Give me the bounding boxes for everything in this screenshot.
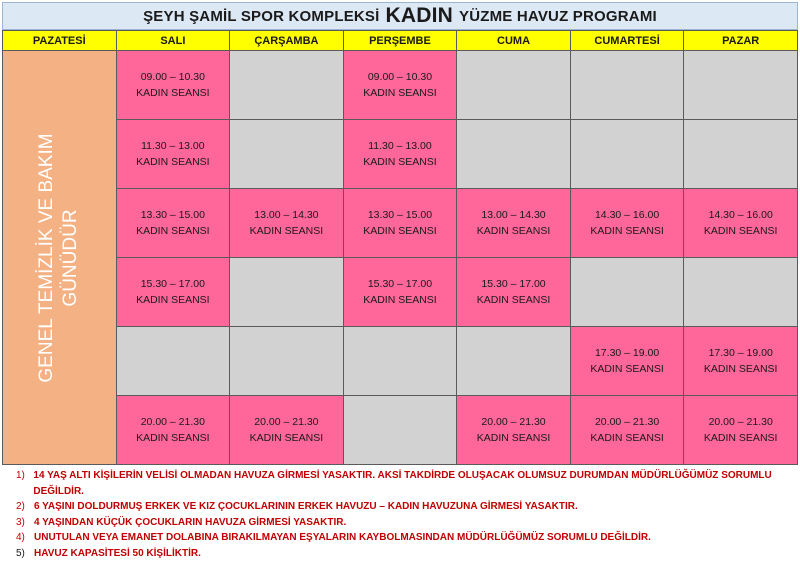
- session-label: KADIN SEANSI: [117, 223, 230, 239]
- session-cell: [116, 120, 230, 189]
- session-time: 13.00 – 14.30: [230, 207, 343, 223]
- session-label: KADIN SEANSI: [117, 154, 230, 170]
- table-row: [3, 189, 798, 258]
- rule-number: 5): [4, 546, 34, 561]
- table-row: [3, 396, 798, 465]
- session-label: KADIN SEANSI: [571, 361, 684, 377]
- session-cell: [570, 327, 684, 396]
- session-time: 13.00 – 14.30: [457, 207, 570, 223]
- rule-text: UNUTULAN VEYA EMANET DOLABINA BIRAKILMAYAN EŞYALARIN KAYBOLMASINDAN MÜDÜRLÜĞÜMÜZ SORUMLU DEĞİLDİR.: [34, 530, 651, 546]
- session-time: 17.30 – 19.00: [684, 345, 797, 361]
- session-label: KADIN SEANSI: [684, 223, 797, 239]
- session-time: 17.30 – 19.00: [571, 345, 684, 361]
- title-part1: ŞEYH ŞAMİL SPOR KOMPLEKSİ: [143, 8, 379, 25]
- empty-cell: [684, 120, 798, 189]
- session-label: KADIN SEANSI: [117, 292, 230, 308]
- session-time: 11.30 – 13.00: [344, 138, 457, 154]
- session-cell: [457, 258, 571, 327]
- session-label: KADIN SEANSI: [684, 361, 797, 377]
- session-cell: [343, 51, 457, 120]
- rule-item: [4, 546, 798, 561]
- session-cell: [343, 258, 457, 327]
- session-label: KADIN SEANSI: [344, 292, 457, 308]
- day-header-thursday: PERŞEMBE: [343, 31, 457, 51]
- rule-text: 6 YAŞINI DOLDURMUŞ ERKEK VE KIZ ÇOCUKLARININ ERKEK HAVUZU – KADIN HAVUZUNA GİRMESİ YASAKTIR.: [34, 499, 578, 515]
- maintenance-text: [35, 133, 83, 382]
- rule-text: HAVUZ KAPASİTESİ 50 KİŞİLİKTİR.: [34, 546, 201, 561]
- session-cell: [570, 189, 684, 258]
- session-cell: [116, 258, 230, 327]
- rule-text: 14 YAŞ ALTI KİŞİLERİN VELİSİ OLMADAN HAVUZA GİRMESİ YASAKTIR. AKSİ TAKDİRDE OLUŞACAK OLUMSUZ DURUMDAN MÜDÜRLÜĞÜMÜZ SORUMLU DEĞİLDİR.: [33, 468, 798, 499]
- session-cell: [343, 189, 457, 258]
- session-time: 15.30 – 17.00: [457, 276, 570, 292]
- session-cell: [684, 327, 798, 396]
- session-label: KADIN SEANSI: [457, 292, 570, 308]
- session-label: KADIN SEANSI: [230, 223, 343, 239]
- empty-cell: [457, 51, 571, 120]
- table-row: [3, 51, 798, 120]
- session-cell: [684, 396, 798, 465]
- empty-cell: [570, 258, 684, 327]
- session-label: KADIN SEANSI: [457, 430, 570, 446]
- session-time: 13.30 – 15.00: [117, 207, 230, 223]
- day-header-saturday: CUMARTESİ: [570, 31, 684, 51]
- session-cell: [343, 120, 457, 189]
- page-title: [2, 2, 798, 30]
- session-time: 13.30 – 15.00: [344, 207, 457, 223]
- empty-cell: [457, 327, 571, 396]
- day-header-row: [3, 31, 798, 51]
- empty-cell: [457, 120, 571, 189]
- rule-item: [4, 515, 798, 531]
- session-label: KADIN SEANSI: [344, 85, 457, 101]
- empty-cell: [230, 258, 344, 327]
- rule-number: 3): [4, 515, 34, 531]
- schedule-table: [2, 30, 798, 465]
- session-cell: [116, 396, 230, 465]
- session-time: 09.00 – 10.30: [344, 69, 457, 85]
- empty-cell: [230, 327, 344, 396]
- session-label: KADIN SEANSI: [684, 430, 797, 446]
- rules-list: [4, 468, 798, 561]
- session-time: 09.00 – 10.30: [117, 69, 230, 85]
- day-header-friday: CUMA: [457, 31, 571, 51]
- session-label: KADIN SEANSI: [344, 223, 457, 239]
- rule-item: [4, 468, 798, 499]
- day-header-wednesday: ÇARŞAMBA: [230, 31, 344, 51]
- session-cell: [116, 189, 230, 258]
- session-label: KADIN SEANSI: [117, 430, 230, 446]
- table-row: [3, 120, 798, 189]
- session-time: 20.00 – 21.30: [230, 414, 343, 430]
- session-label: KADIN SEANSI: [457, 223, 570, 239]
- session-label: KADIN SEANSI: [344, 154, 457, 170]
- empty-cell: [684, 51, 798, 120]
- session-time: 20.00 – 21.30: [457, 414, 570, 430]
- title-part2: YÜZME HAVUZ PROGRAMI: [459, 8, 657, 25]
- rule-text: 4 YAŞINDAN KÜÇÜK ÇOCUKLARIN HAVUZA GİRMESİ YASAKTIR.: [34, 515, 346, 531]
- empty-cell: [570, 120, 684, 189]
- session-time: 14.30 – 16.00: [571, 207, 684, 223]
- session-cell: [230, 396, 344, 465]
- day-header-monday: PAZATESİ: [3, 31, 117, 51]
- maintenance-cell: [3, 51, 117, 465]
- session-cell: [230, 189, 344, 258]
- session-label: KADIN SEANSI: [571, 430, 684, 446]
- rule-number: 2): [4, 499, 34, 515]
- day-header-tuesday: SALI: [116, 31, 230, 51]
- table-row: [3, 258, 798, 327]
- session-label: KADIN SEANSI: [117, 85, 230, 101]
- session-time: 20.00 – 21.30: [684, 414, 797, 430]
- title-emphasis: KADIN: [386, 4, 454, 28]
- empty-cell: [230, 51, 344, 120]
- session-time: 20.00 – 21.30: [571, 414, 684, 430]
- session-cell: [684, 189, 798, 258]
- rule-number: 4): [4, 530, 34, 546]
- rule-item: [4, 530, 798, 546]
- session-time: 15.30 – 17.00: [117, 276, 230, 292]
- empty-cell: [684, 258, 798, 327]
- table-row: [3, 327, 798, 396]
- rule-number: 1): [4, 468, 33, 499]
- session-time: 20.00 – 21.30: [117, 414, 230, 430]
- session-label: KADIN SEANSI: [230, 430, 343, 446]
- session-time: 11.30 – 13.00: [117, 138, 230, 154]
- empty-cell: [570, 51, 684, 120]
- empty-cell: [230, 120, 344, 189]
- empty-cell: [116, 327, 230, 396]
- empty-cell: [343, 396, 457, 465]
- session-time: 15.30 – 17.00: [344, 276, 457, 292]
- session-label: KADIN SEANSI: [571, 223, 684, 239]
- session-time: 14.30 – 16.00: [684, 207, 797, 223]
- session-cell: [116, 51, 230, 120]
- day-header-sunday: PAZAR: [684, 31, 798, 51]
- session-cell: [457, 189, 571, 258]
- rule-item: [4, 499, 798, 515]
- session-cell: [457, 396, 571, 465]
- maintenance-line2: GÜNÜDÜR: [59, 133, 83, 382]
- empty-cell: [343, 327, 457, 396]
- session-cell: [570, 396, 684, 465]
- maintenance-line1: GENEL TEMİZLİK VE BAKIM: [35, 133, 59, 382]
